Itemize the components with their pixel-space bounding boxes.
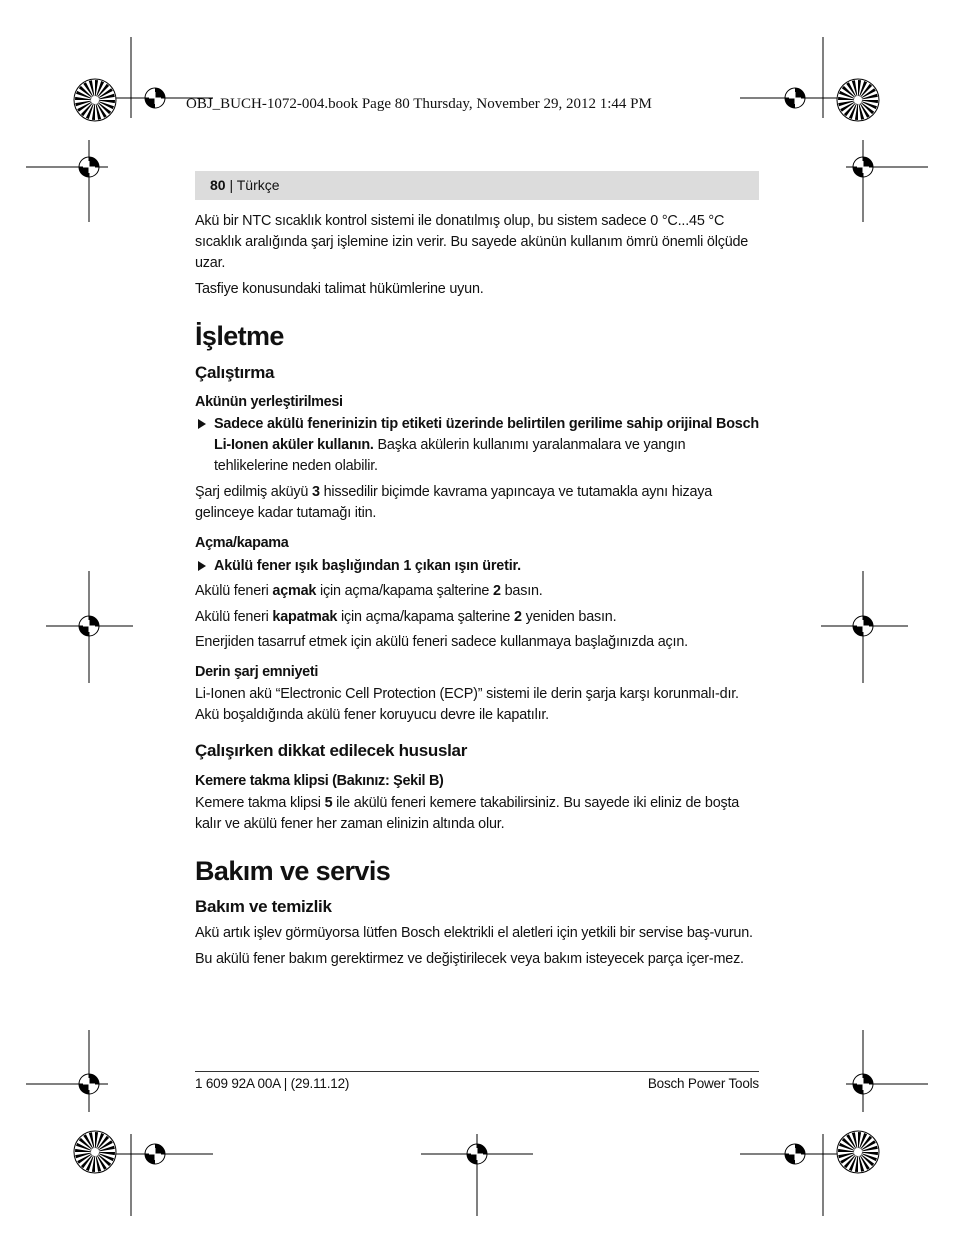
insert-instruction-paragraph: Şarj edilmiş aküyü 3 hissedilir biçimde kavrama yapıncaya ve tutamakla aynı hizaya gelinceye kadar tutamağı itin. (195, 484, 713, 521)
topic-title-belt-clip: Kemere takma klipsi (Bakınız: Şekil B) (195, 773, 444, 789)
service-paragraph: Akü artık işlev görmüyorsa lütfen Bosch elektrikli el aletleri için yetkili bir servise baş-vurun. (195, 925, 753, 941)
footer-brand: Bosch Power Tools (647, 1076, 759, 1091)
footer-document-number: 1 609 92A 00A | (29.11.12) (195, 1076, 350, 1091)
section-title-service: Bakım ve servis (195, 856, 391, 886)
footer-rule (195, 1071, 759, 1072)
warning-bullet-original-batteries: Sadece akülü fenerinizin tip etiketi üzerinde belirtilen gerilime sahip orijinal Bosch Li-Ionen aküler kullanın. Başka akülerin kullanımı yaralanmalara ve yangın tehlikelerine neden olabilir. (195, 414, 761, 477)
subsection-title-cleaning: Bakım ve temizlik (195, 897, 332, 916)
subsection-title-startup: Çalıştırma (195, 363, 275, 382)
bullet-triangle-icon (198, 561, 206, 571)
switch-off-paragraph: Akülü feneri kapatmak için açma/kapama şalterine 2 yeniden basın. (195, 609, 617, 625)
header-separator: | (229, 177, 234, 193)
maintenance-free-paragraph: Bu akülü fener bakım gerektirmez ve değiştirilecek veya bakım isteyecek parça içer-mez. (195, 951, 744, 967)
topic-title-battery-insertion: Akünün yerleştirilmesi (195, 394, 343, 410)
deep-discharge-paragraph: Li-Ionen akü “Electronic Cell Protection (ECP)” sistemi ile derin şarja karşı korunmalı-dır. Akü boşaldığında akülü fener koruyucu devre ile kapatılır. (195, 686, 739, 723)
print-slug-line: OBJ_BUCH-1072-004.book Page 80 Thursday, November 29, 2012 1:44 PM (186, 96, 652, 112)
energy-saving-paragraph: Enerjiden tasarruf etmek için akülü feneri sadece kullanmaya başlağınızda açın. (195, 634, 688, 650)
topic-title-deep-discharge: Derin şarj emniyeti (195, 664, 319, 680)
bullet-triangle-icon (198, 419, 206, 429)
header-language: Türkçe (236, 177, 280, 193)
intro-paragraph-ntc: Akü bir NTC sıcaklık kontrol sistemi ile donatılmış olup, bu sistem sadece 0 °C...45 °C sıcaklık aralığında şarj işlemine izin verir. Bu sayede akünün kullanım ömrü önemli ölçüde uzar. (195, 213, 749, 271)
bullet-light-beam: Akülü fener ışık başlığından 1 çıkan ışın üretir. (195, 556, 761, 577)
page-body (195, 211, 761, 970)
intro-paragraph-disposal: Tasfiye konusundaki talimat hükümlerine uyun. (195, 281, 484, 297)
section-title-operation: İşletme (195, 321, 284, 351)
subsection-title-working-notes: Çalışırken dikkat edilecek hususlar (195, 741, 468, 760)
switch-on-paragraph: Akülü feneri açmak için açma/kapama şalterine 2 basın. (195, 583, 543, 599)
belt-clip-paragraph: Kemere takma klipsi 5 ile akülü feneri kemere takabilirsiniz. Bu sayede iki eliniz de boşta kalır ve akülü fener her zaman elinizin altında olur. (195, 795, 740, 832)
page-number: 80 (210, 177, 226, 193)
topic-title-on-off: Açma/kapama (195, 535, 289, 551)
page-header (210, 177, 280, 193)
